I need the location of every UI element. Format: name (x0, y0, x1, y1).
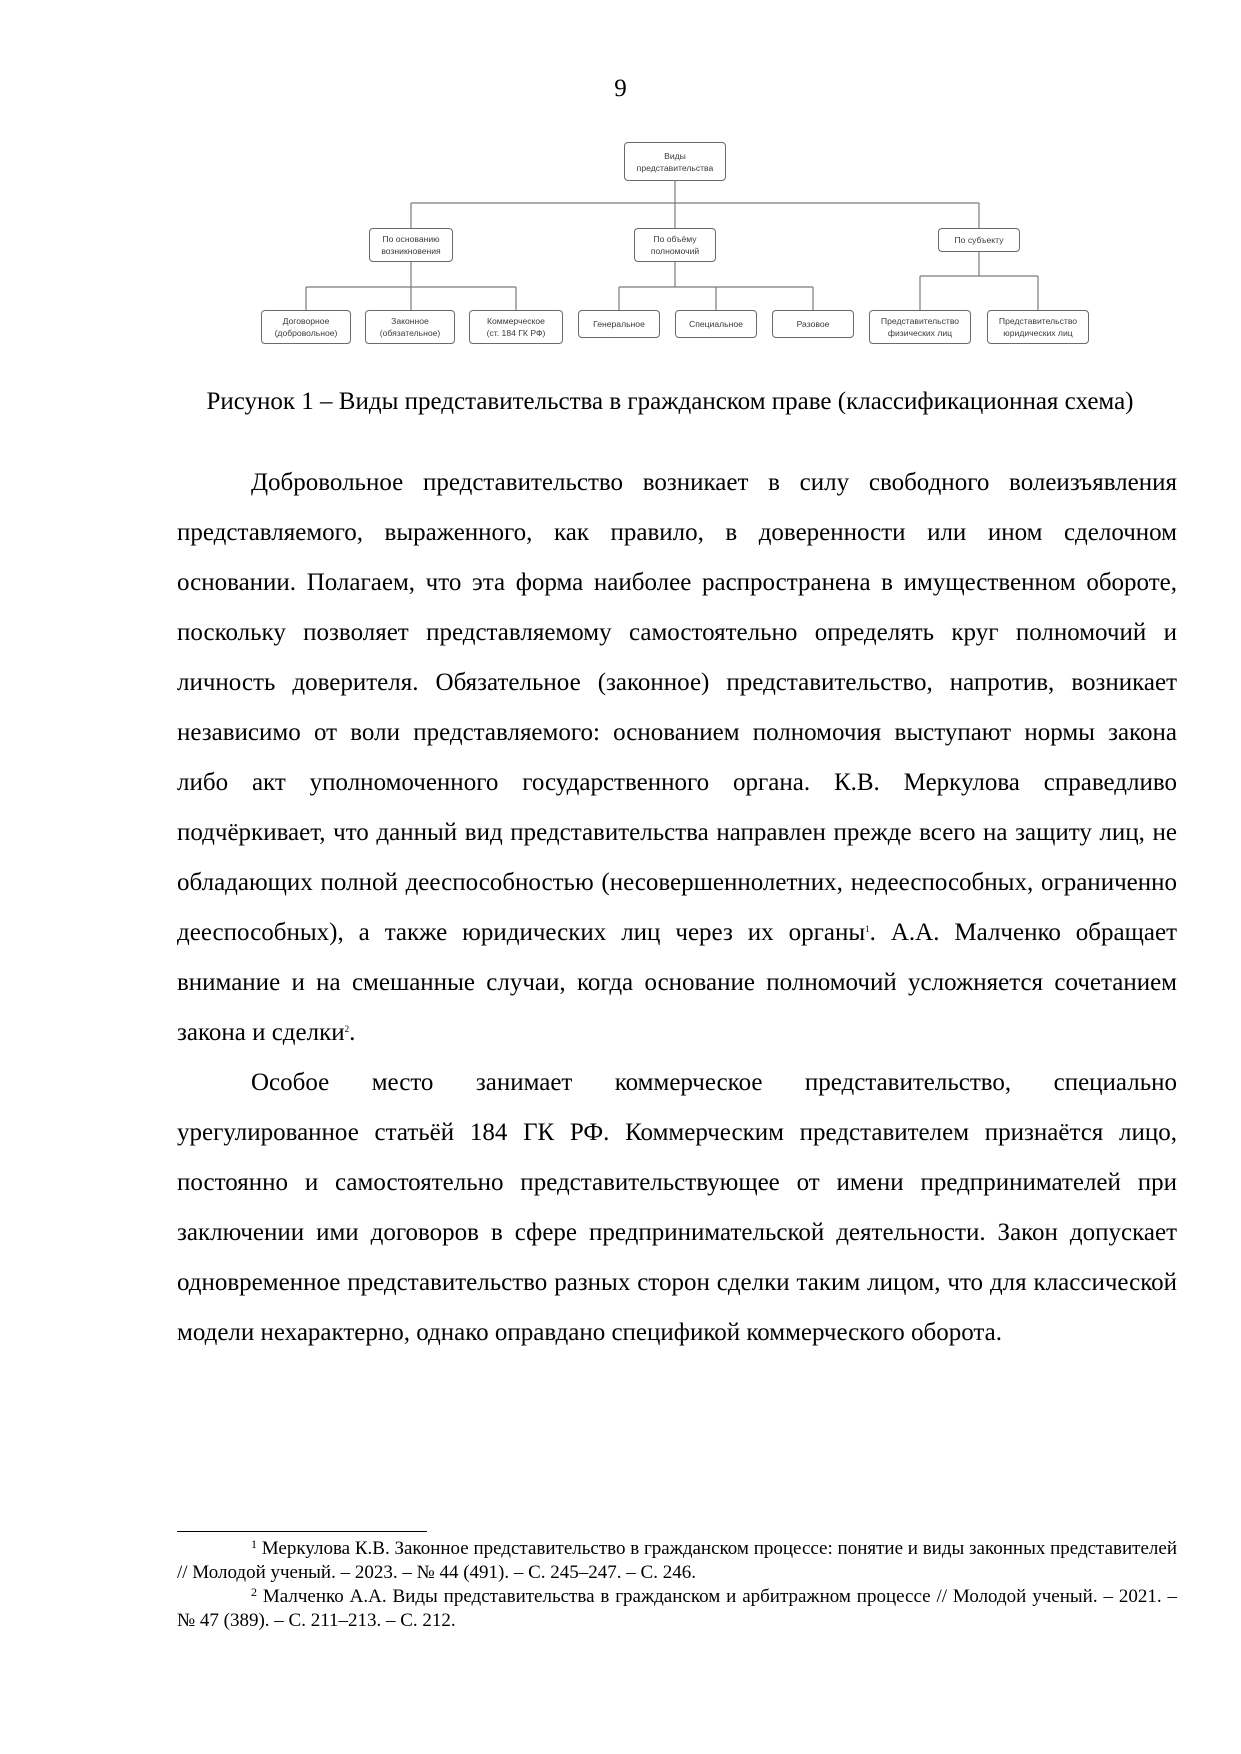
diagram-leaf-node: Представительство юридических лиц (987, 310, 1089, 344)
paragraph-text: . А.А. Малченко обращает внимание и на смешанные случаи, когда основание полномочий усложняется сочетанием закона и сделки (177, 919, 1177, 1046)
paragraph: Особое место занимает коммерческое представительство, специально урегулированное статьёй 184 ГК РФ. Коммерческим представителем признаётся лицо, постоянно и самостоятельно представительствующее от имени предпринимателей при заключении ими договоров в сфере предпринимательской деятельности. Закон допускает одновременное представительство разных сторон сделки таким лицом, что для классической модели нехарактерно, однако оправдано спецификой коммерческого оборота. (177, 1069, 1177, 1346)
diagram-leaf-node: Представительство физических лиц (869, 310, 971, 344)
diagram-leaf-node: Генеральное (578, 310, 660, 338)
paragraph-text: Добровольное представительство возникает в силу свободного волеизъявления представляемого, выраженного, как правило, в доверенности или ином сделочном основании. Полагаем, что эта форма наиболее распространена в имущественном обороте, поскольку позволяет представляемому самостоятельно определять круг полномочий и личность доверителя. Обязательное (законное) представительство, напротив, возникает независимо от воли представляемого: основанием полномочия выступают нормы закона либо акт уполномоченного государственного органа. К.В. Меркулова справедливо подчёркивает, что данный вид представительства направлен прежде всего на защиту лиц, не обладающих полной дееспособностью (несовершеннолетних, недееспособных, ограниченно дееспособных), а также юридических лиц через их органы (177, 469, 1177, 946)
footnote-text: Малченко А.А. Виды представительства в гражданском и арбитражном процессе // Молодой ученый. – 2021. – № 47 (389). – С. 211–213. – С. 212. (177, 1586, 1177, 1631)
footnote (177, 1537, 1177, 1585)
diagram-leaf-node: Специальное (675, 310, 757, 338)
diagram-connectors (0, 0, 1241, 360)
body-text (177, 458, 1177, 1358)
diagram-group-node-subject: По субъекту (938, 228, 1020, 252)
diagram-leaf-node: Коммерческое (ст. 184 ГК РФ) (469, 310, 563, 344)
footnote-ref[interactable]: 1 (865, 924, 870, 934)
footnote-mark: 1 (251, 1537, 257, 1551)
footnote (177, 1585, 1177, 1633)
diagram-leaf-node: Законное (обязательное) (365, 310, 455, 344)
footnote-mark: 2 (251, 1585, 257, 1599)
diagram-group-node-origin: По основанию возникновения (369, 228, 453, 262)
diagram-group-node-scope: По объёму полномочий (634, 228, 716, 262)
diagram-leaf-node: Разовое (772, 310, 854, 338)
footnote-text: Меркулова К.В. Законное представительство в гражданском процессе: понятие и виды законных представителей // Молодой ученый. – 2023. – № 44 (491). – С. 245–247. – С. 246. (177, 1538, 1177, 1583)
paragraph-text: . (349, 1019, 356, 1046)
figure-caption: Рисунок 1 – Виды представительства в гражданском праве (классификационная схема) (206, 388, 1134, 415)
footnote-ref[interactable]: 2 (344, 1024, 350, 1034)
page-number: 9 (614, 75, 627, 102)
footnote-separator (177, 1531, 427, 1532)
diagram-leaf-node: Договорное (добровольное) (261, 310, 351, 344)
footnotes (177, 1537, 1177, 1633)
diagram-root-node: Виды представительства (624, 142, 726, 181)
paragraph (177, 458, 1177, 1058)
